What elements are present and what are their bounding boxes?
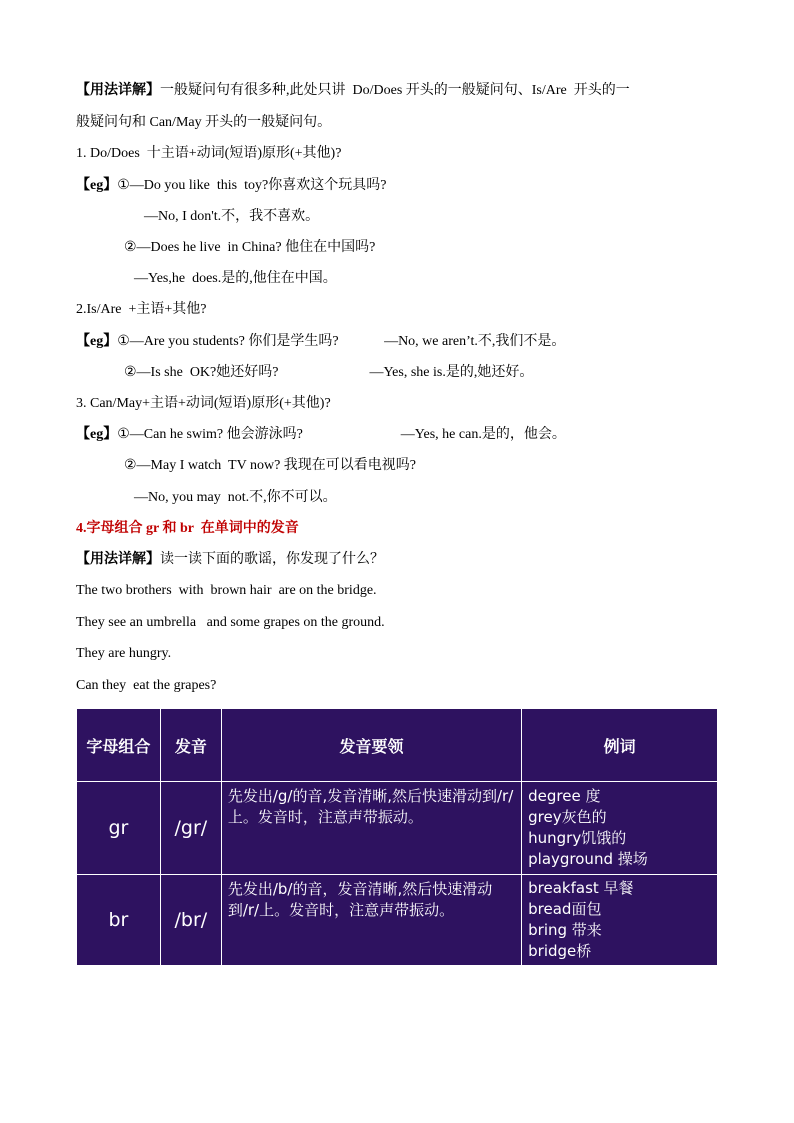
text-line [76,677,216,695]
text-line [134,270,337,288]
text-line [76,551,384,569]
header-sound: 发音 [160,709,221,782]
line-text: ②—Does he live in China? 他住在中国吗? [124,240,376,255]
text-line [76,177,386,195]
text-line [76,395,331,413]
line-text: 1. Do/Does 十主语+动词(短语)原形(+其他)? [76,146,342,161]
example-word: playground 操场 [528,850,648,868]
text-line [76,645,171,663]
cell-combo: gr [77,782,161,875]
cell-tip: 先发出/g/的音,发音清晰,然后快速滑动到/r/上。发音时，注意声带振动。 [221,782,521,875]
line-text: 般疑问句和 Can/May 开头的一般疑问句。 [76,115,332,130]
example-word: bridge桥 [528,942,592,960]
label-tag: 【eg】 [76,427,118,442]
text-line [76,582,377,600]
cell-tip: 先发出/b/的音，发音清晰,然后快速滑动到/r/上。发音时，注意声带振动。 [221,875,521,966]
example-word: grey灰色的 [528,808,607,826]
text-line [124,457,416,475]
cell-examples [522,875,718,966]
line-text: ①—Can he swim? 他会游泳吗? —Yes, he can.是的，他会。 [117,427,566,442]
label-tag: 【eg】 [76,334,118,349]
example-word: degree 度 [528,787,601,805]
cell-sound: /gr/ [160,782,221,875]
table-row [77,782,718,875]
table-row [77,875,718,966]
line-text: They see an umbrella and some grapes on the ground. [76,615,385,630]
section-heading: 4.字母组合 gr 和 br 在单词中的发音 [76,521,299,536]
line-text: The two brothers with brown hair are on the bridge. [76,583,377,598]
example-word: breakfast 早餐 [528,879,634,897]
label-tag: 【用法详解】 [76,83,160,98]
line-text: 2.Is/Are +主语+其他? [76,302,207,317]
example-word: hungry饥饿的 [528,829,627,847]
label-tag: 【用法详解】 [76,552,160,567]
text-line [76,301,207,319]
text-line [124,364,533,382]
example-word: bread面包 [528,900,602,918]
text-line [76,426,566,444]
text-line [134,489,337,507]
line-text: ①—Do you like this toy?你喜欢这个玩具吗? [117,178,387,193]
text-line [76,82,630,100]
line-text: —No, you may not.不,你不可以。 [134,490,337,505]
text-line [76,333,565,351]
text-line [76,520,299,538]
line-text: 一般疑问句有很多种,此处只讲 Do/Does 开头的一般疑问句、Is/Are 开头的一 [160,83,630,98]
text-line [76,145,341,163]
text-line [124,239,375,257]
line-text: Can they eat the grapes? [76,678,217,693]
line-text: —No, I don't.不，我不喜欢。 [144,209,320,224]
line-text: ①—Are you students? 你们是学生吗? —No, we aren’t.不,我们不是。 [117,334,566,349]
cell-examples [522,782,718,875]
label-tag: 【eg】 [76,178,118,193]
line-text: ②—May I watch TV now? 我现在可以看电视吗? [124,458,416,473]
line-text: ②—Is she OK?她还好吗? —Yes, she is.是的,她还好。 [124,365,534,380]
table-header-row [77,709,718,782]
line-text: They are hungry. [76,646,172,661]
text-line [144,208,319,226]
header-combo: 字母组合 [77,709,161,782]
cell-sound: /br/ [160,875,221,966]
header-tip: 发音要领 [221,709,521,782]
cell-combo: br [77,875,161,966]
pronunciation-table [76,708,718,966]
line-text: 读一读下面的歌谣，你发现了什么？ [160,552,384,567]
example-word: bring 带来 [528,921,602,939]
text-line [76,614,385,632]
header-examples: 例词 [522,709,718,782]
line-text: —Yes,he does.是的,他住在中国。 [134,271,337,286]
line-text: 3. Can/May+主语+动词(短语)原形(+其他)? [76,396,331,411]
text-line [76,114,331,132]
